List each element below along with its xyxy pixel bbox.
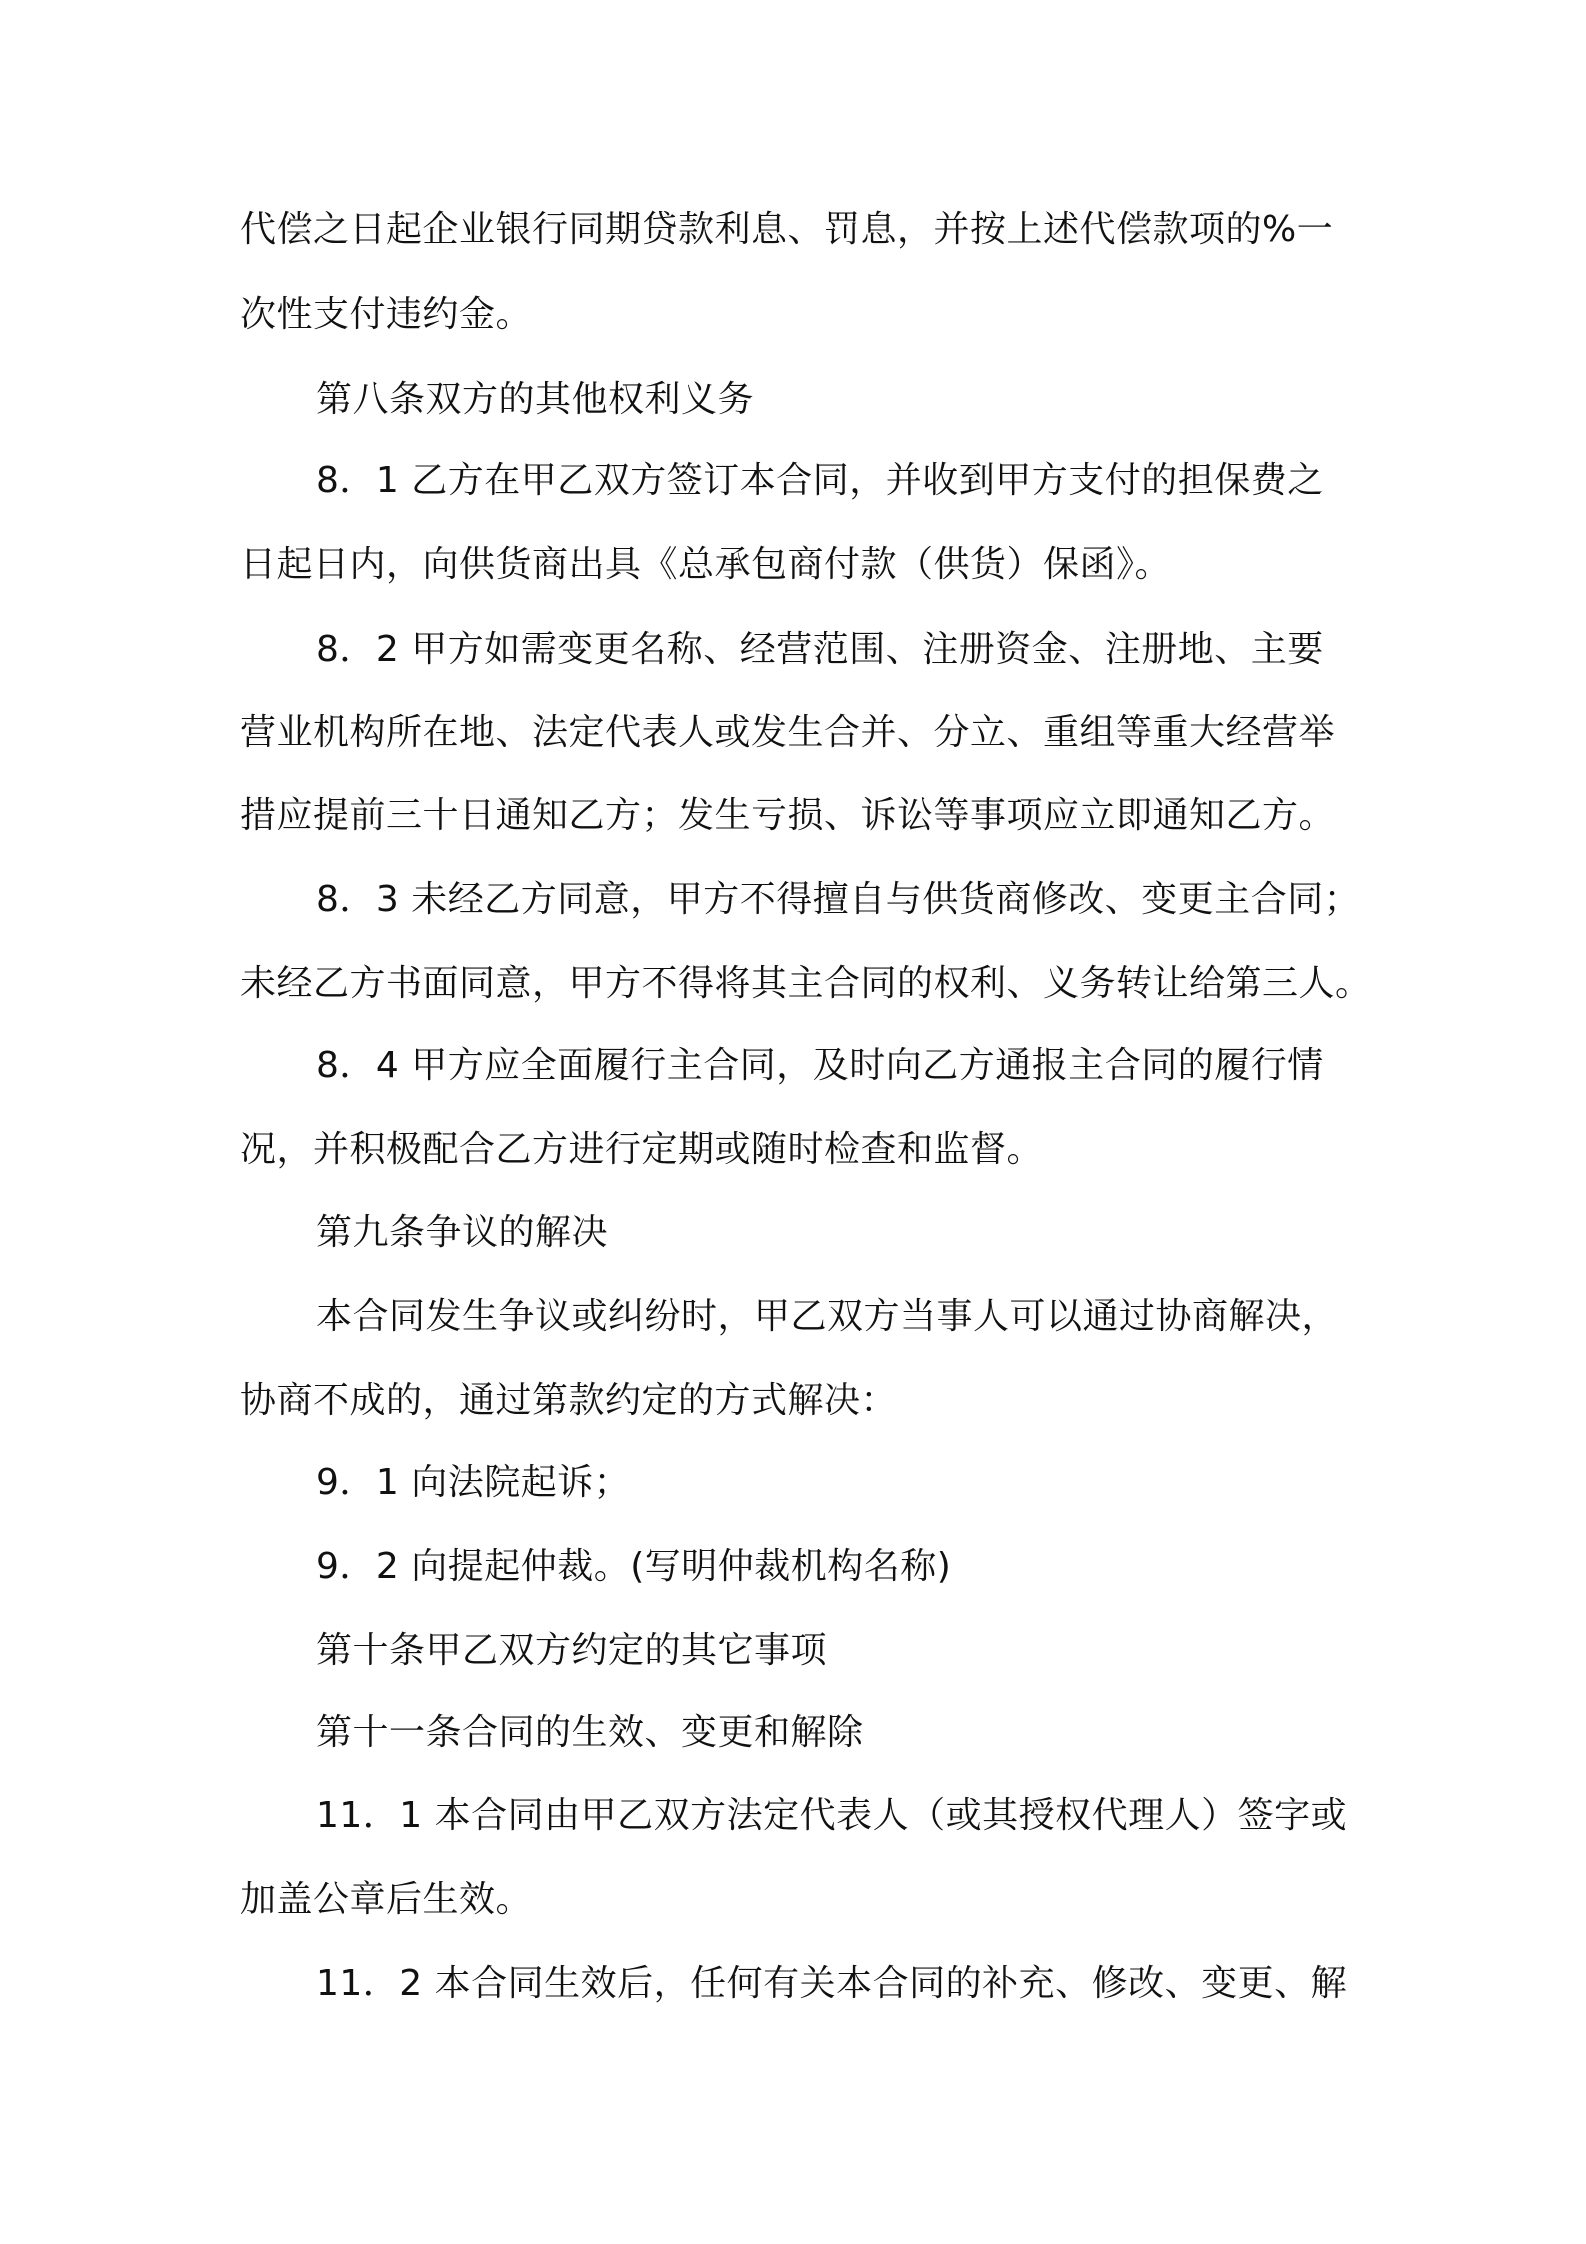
text-line: 代偿之日起企业银行同期贷款利息、罚息，并按上述代偿款项的%一 xyxy=(240,209,1334,250)
clause-line: 9．1 向法院起诉； xyxy=(316,1462,631,1503)
text-line: 加盖公章后生效。 xyxy=(240,1879,533,1920)
section-heading: 第九条争议的解决 xyxy=(316,1212,609,1253)
text-line: 营业机构所在地、法定代表人或发生合并、分立、重组等重大经营举 xyxy=(240,712,1336,753)
clause-line: 8．2 甲方如需变更名称、经营范围、注册资金、注册地、主要 xyxy=(316,629,1324,670)
clause-line: 8．1 乙方在甲乙双方签订本合同，并收到甲方支付的担保费之 xyxy=(316,460,1324,501)
clause-line: 8．3 未经乙方同意，甲方不得擅自与供货商修改、变更主合同； xyxy=(316,879,1361,920)
clause-line: 11．2 本合同生效后，任何有关本合同的补充、修改、变更、解 xyxy=(316,1963,1348,2004)
section-heading: 第十条甲乙双方约定的其它事项 xyxy=(316,1630,828,1671)
text-line: 未经乙方书面同意，甲方不得将其主合同的权利、义务转让给第三人。 xyxy=(240,963,1372,1004)
clause-line: 9．2 向提起仲裁。(写明仲裁机构名称) xyxy=(316,1546,952,1587)
clause-line: 8．4 甲方应全面履行主合同，及时向乙方通报主合同的履行情 xyxy=(316,1045,1324,1086)
paragraph-line: 本合同发生争议或纠纷时，甲乙双方当事人可以通过协商解决， xyxy=(316,1296,1339,1337)
clause-line: 11．1 本合同由甲乙双方法定代表人（或其授权代理人）签字或 xyxy=(316,1795,1348,1836)
section-heading: 第八条双方的其他权利义务 xyxy=(316,379,755,420)
text-line: 日起日内，向供货商出具《总承包商付款（供货）保函》。 xyxy=(240,544,1172,585)
text-line: 措应提前三十日通知乙方；发生亏损、诉讼等事项应立即通知乙方。 xyxy=(240,795,1336,836)
section-heading: 第十一条合同的生效、变更和解除 xyxy=(316,1712,864,1753)
text-line: 况，并积极配合乙方进行定期或随时检查和监督。 xyxy=(240,1129,1044,1170)
text-line: 协商不成的，通过第款约定的方式解决： xyxy=(240,1380,898,1421)
text-line: 次性支付违约金。 xyxy=(240,294,533,335)
